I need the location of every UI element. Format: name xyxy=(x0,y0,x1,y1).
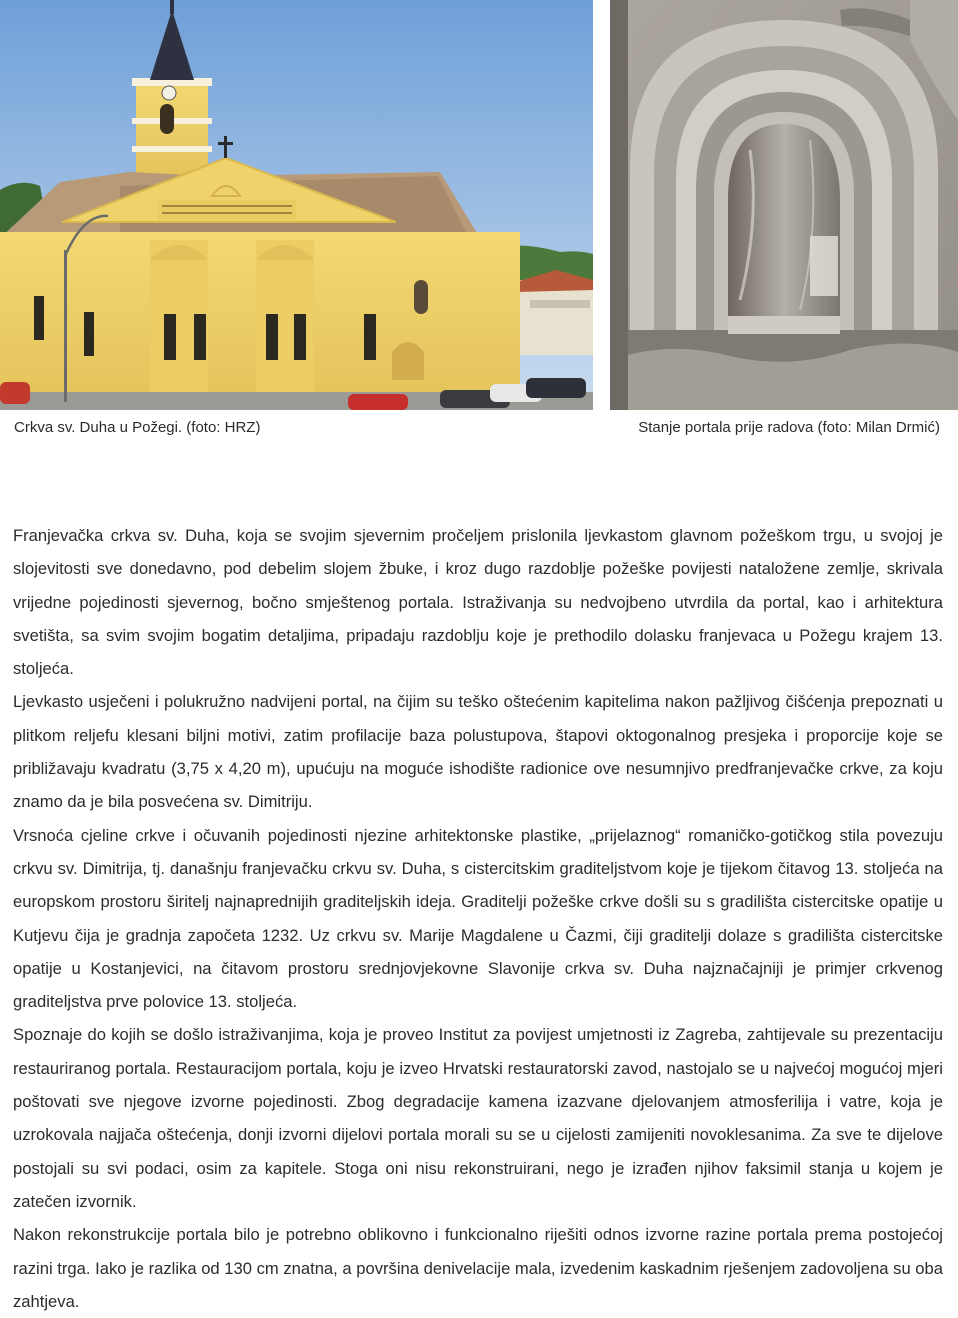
church-photo xyxy=(0,0,593,410)
article-paragraph: Nakon rekonstrukcije portala bilo je potrebno oblikovno i funkcionalno riješiti odnos izvorne razine portala prema postojećoj razini trga. Iako je razlika od 130 cm znatna, a površina denivelacije mala, izvedenim kaskadnim rješenjem zadovoljena su oba zahtjeva. xyxy=(13,1225,943,1311)
church-photo-caption: Crkva sv. Duha u Požegi. (foto: HRZ) xyxy=(14,419,261,436)
article-body xyxy=(13,519,943,1318)
portal-photo xyxy=(610,0,958,410)
article-paragraph: Ljevkasto usječeni i polukružno nadvijeni portal, na čijim su teško oštećenim kapitelima nakon pažljivog čišćenja prepoznati u plitkom reljefu klesani biljni motivi, zatim profilacije baza polustupova, štapovi oktogonalnog presjeka i proporcije koje se približavaju kvadratu (3,75 x 4,20 m), upućuju na moguće ishodište radionice ove nesumnjivo predfranjevačke crkve, za koju znamo da je bila posvećena sv. Dimitriju. xyxy=(13,692,943,812)
article-paragraph: Franjevačka crkva sv. Duha, koja se svojim sjevernim pročeljem prislonila ljevkastom glavnom požeškom trgu, u svojoj je slojevitosti sve donedavno, pod debelim slojem žbuke, i kroz dugo razdoblje požeške povijesti nataložene zemlje, skrivala vrijedne pojedinosti sjevernog, bočno smještenog portala. Istraživanja su nedvojbeno utvrdila da portal, kao i arhitektura svetišta, sa svim svojim bogatim detaljima, pripadaju razdoblju koje je prethodilo dolasku franjevaca u Požegu krajem 13. stoljeća. xyxy=(13,526,943,679)
portal-photo-caption: Stanje portala prije radova (foto: Milan Drmić) xyxy=(638,419,940,436)
article-paragraph: Vrsnoća cjeline crkve i očuvanih pojedinosti njezine arhitektonske plastike, „prijelaznog“ romaničko-gotičkog stila povezuju crkvu sv. Dimitrija, tj. današnju franjevačku crkvu sv. Duha, s cistercitskim graditeljstvom koje je tijekom čitavog 13. stoljeća na europskom prostoru širitelj najnaprednijih graditeljskih ideja. Graditelji požeške crkve došli su s gradilišta cistercitske opatije u Kutjevu čija je gradnja započeta 1232. Uz crkvu sv. Marije Magdalene u Čazmi, čiji graditelji dolaze s gradilišta cistercitske opatije u Kostanjevici, na čitavom prostoru srednjovjekovne Slavonije crkva sv. Duha najznačajniji je primjer crkvenog graditeljstva prve polovice 13. stoljeća. xyxy=(13,825,943,1012)
article-paragraph: Spoznaje do kojih se došlo istraživanjima, koja je proveo Institut za povijest umjetnosti iz Zagreba, zahtijevale su prezentaciju restauriranog portala. Restauracijom portala, koju je izveo Hrvatski restauratorski zavod, nastojalo se u najvećoj mogućoj mjeri poštovati sve njegove izvorne pojedinosti. Zbog degradacije kamena izazvane djelovanjem atmosferilija i vatre, koja je uzrokovala najjača oštećenja, donji izvorni dijelovi portala morali su se u cijelosti zamijeniti novoklesanima. Za sve te dijelove postojali su svi podaci, osim za kapitele. Stoga oni nisu rekonstruirani, nego je izrađen njihov faksimil stanja u kojem je zatečen izvornik. xyxy=(13,1025,943,1211)
